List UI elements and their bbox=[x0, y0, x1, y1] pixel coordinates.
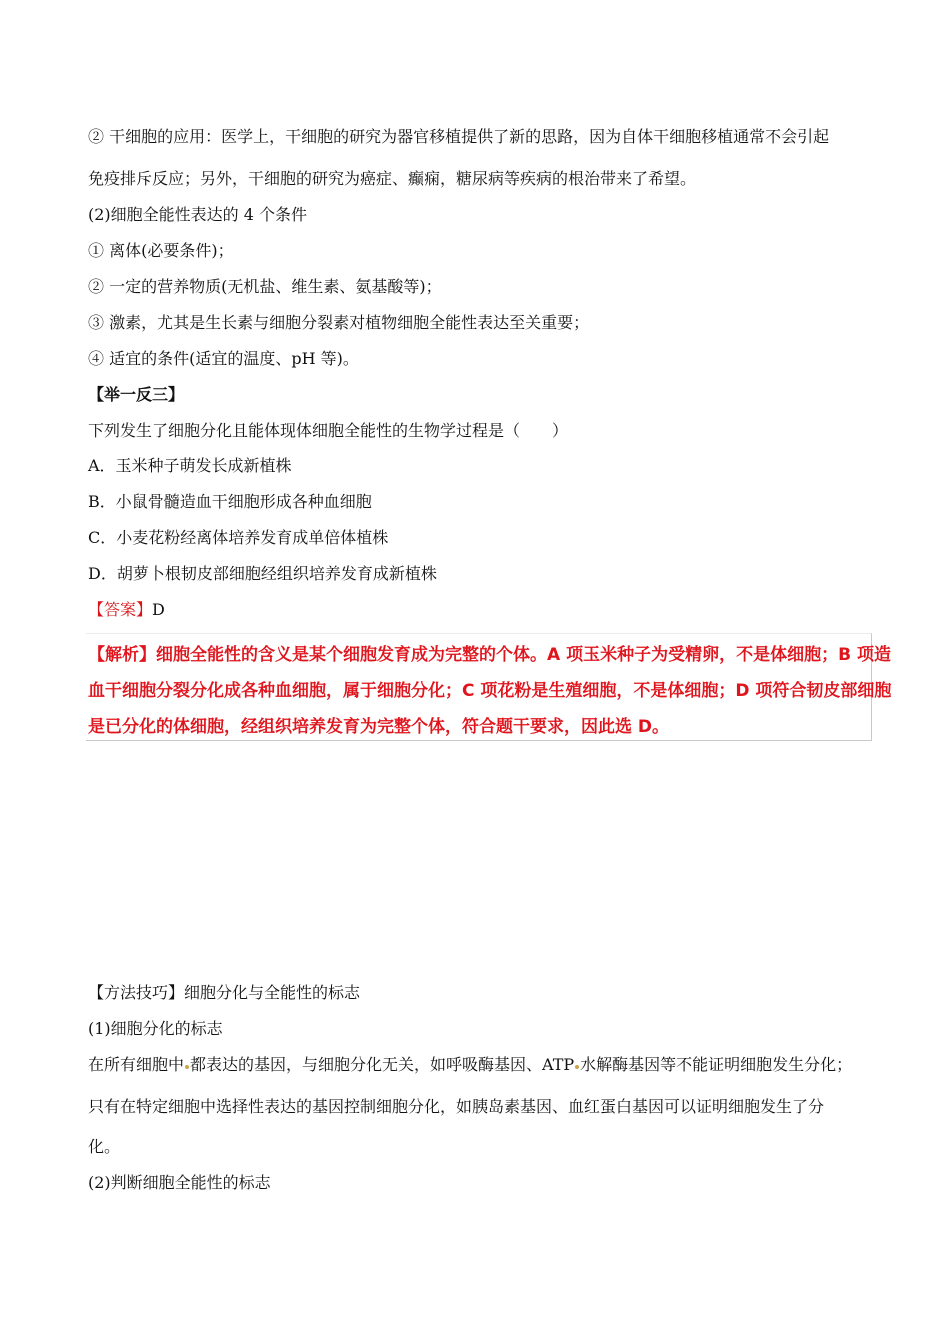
answer-line bbox=[88, 599, 165, 621]
condition-item-4: ④ 适宜的条件(适宜的温度、pH 等)。 bbox=[88, 349, 359, 368]
answer-value: D bbox=[152, 600, 165, 619]
answer-label: 【答案】 bbox=[88, 600, 153, 619]
stray-dot-mark bbox=[185, 1065, 189, 1069]
option-b: B．小鼠骨髓造血干细胞形成各种血细胞 bbox=[88, 492, 372, 511]
paragraph-part-3: 水解酶基因等不能证明细胞发生分化； bbox=[580, 1055, 853, 1074]
conditions-heading: (2)细胞全能性表达的 4 个条件 bbox=[88, 205, 308, 224]
option-c: C．小麦花粉经离体培养发育成单倍体植株 bbox=[88, 528, 389, 547]
option-a: A．玉米种子萌发长成新植株 bbox=[88, 456, 292, 475]
option-d: D．胡萝卜根韧皮部细胞经组织培养发育成新植株 bbox=[88, 564, 437, 583]
condition-item-2: ② 一定的营养物质(无机盐、维生素、氨基酸等)； bbox=[88, 277, 442, 296]
stem-cell-application-line-2: 免疫排斥反应；另外，干细胞的研究为癌症、癫痫，糖尿病等疾病的根治带来了希望。 bbox=[88, 169, 697, 188]
stray-dot-mark bbox=[575, 1065, 579, 1069]
method-subheading-2: (2)判断细胞全能性的标志 bbox=[88, 1173, 271, 1192]
analysis-line-2: 血干细胞分裂分化成各种血细胞，属于细胞分化；C 项花粉是生殖细胞，不是体细胞；D 项符合韧皮部细胞 bbox=[88, 681, 892, 701]
question-text: 下列发生了细胞分化且能体现体细胞全能性的生物学过程是（ ） bbox=[88, 421, 569, 440]
method-paragraph-line-1 bbox=[88, 1054, 852, 1076]
paragraph-part-1: 在所有细胞中 bbox=[88, 1055, 185, 1074]
practice-heading: 【举一反三】 bbox=[88, 385, 185, 404]
paragraph-part-2: 都表达的基因，与细胞分化无关，如呼吸酶基因、ATP bbox=[190, 1055, 575, 1074]
analysis-line-3: 是已分化的体细胞，经组织培养发育为完整个体，符合题干要求，因此选 D。 bbox=[88, 717, 670, 737]
condition-item-1: ① 离体(必要条件)； bbox=[88, 241, 234, 260]
method-paragraph-line-2: 只有在特定细胞中选择性表达的基因控制细胞分化，如胰岛素基因、血红蛋白基因可以证明细胞发生了分 bbox=[88, 1097, 825, 1116]
method-heading: 【方法技巧】细胞分化与全能性的标志 bbox=[88, 983, 361, 1002]
method-paragraph-line-3: 化。 bbox=[88, 1137, 121, 1156]
analysis-line-1: 【解析】细胞全能性的含义是某个细胞发育成为完整的个体。A 项玉米种子为受精卵，不是体细胞；B 项造 bbox=[88, 645, 891, 665]
method-subheading-1: (1)细胞分化的标志 bbox=[88, 1019, 223, 1038]
stem-cell-application-line-1: ② 干细胞的应用：医学上，干细胞的研究为器官移植提供了新的思路，因为自体干细胞移植通常不会引起 bbox=[88, 127, 830, 146]
condition-item-3: ③ 激素，尤其是生长素与细胞分裂素对植物细胞全能性表达至关重要； bbox=[88, 313, 590, 332]
